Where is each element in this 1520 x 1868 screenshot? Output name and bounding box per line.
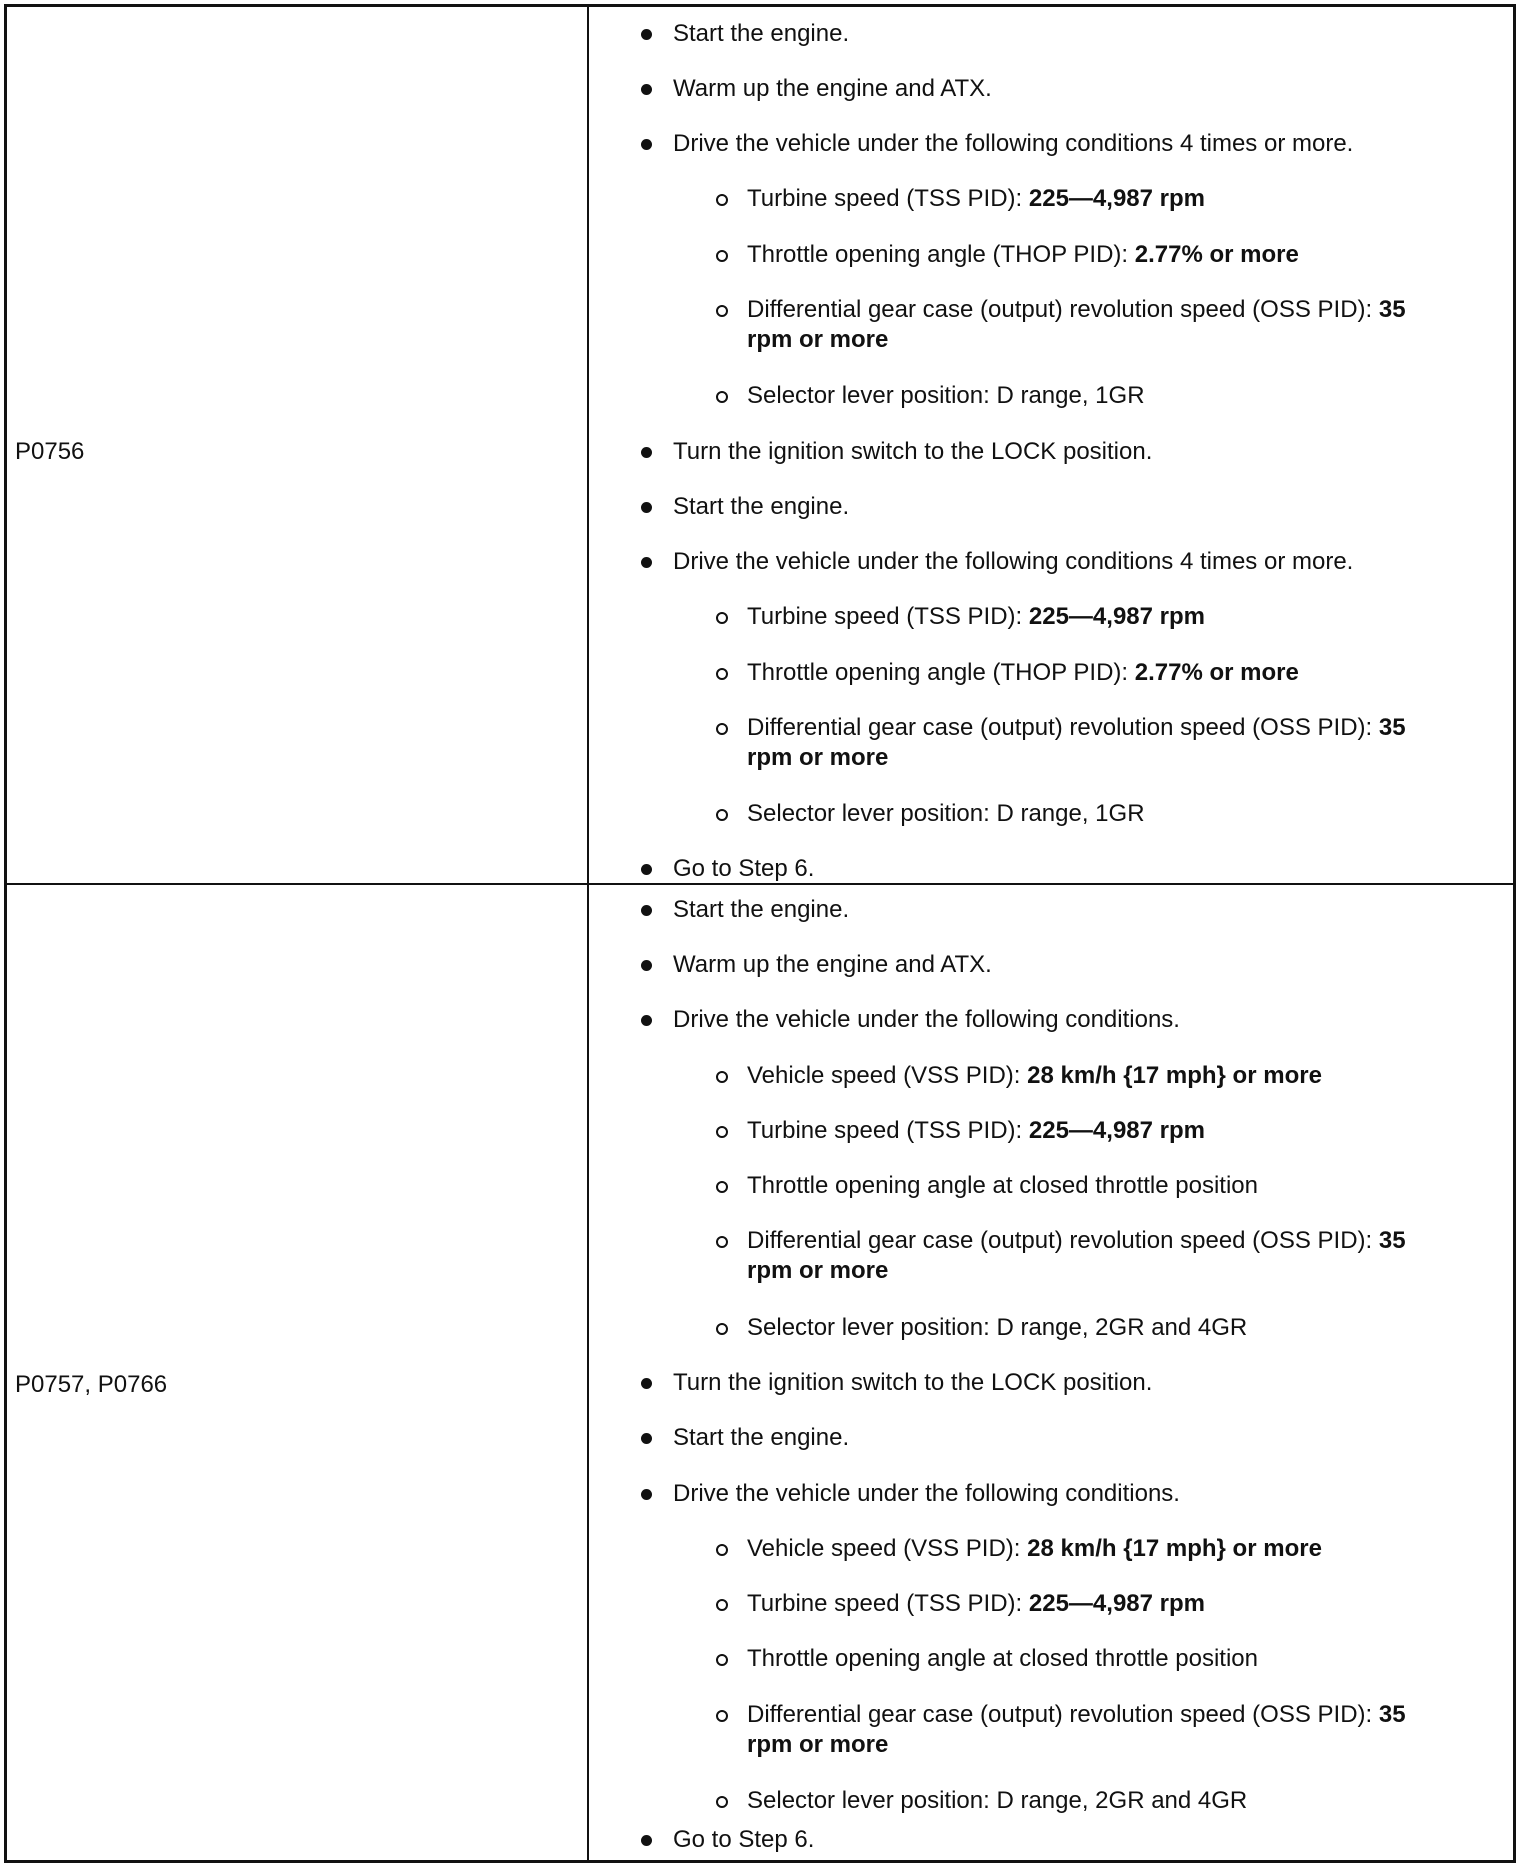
procedure-steps-cell bbox=[589, 7, 1513, 883]
dtc-code: P0756 bbox=[15, 438, 85, 465]
procedure-steps-cell bbox=[589, 885, 1513, 1860]
step-bullet: Turn the ignition switch to the LOCK position. bbox=[673, 1369, 1153, 1396]
condition-item: Turbine speed (TSS PID): 225—4,987 rpm bbox=[747, 1117, 1205, 1144]
dtc-code-cell bbox=[7, 885, 589, 1860]
dtc-code: P0757, P0766 bbox=[15, 1371, 168, 1398]
condition-item: Throttle opening angle at closed throttle position bbox=[747, 1172, 1258, 1199]
step-bullet: Drive the vehicle under the following conditions. bbox=[673, 1480, 1180, 1507]
condition-item: Selector lever position: D range, 2GR and 4GR bbox=[747, 1314, 1248, 1341]
step-bullet: Start the engine. bbox=[673, 896, 850, 923]
procedure-table bbox=[4, 4, 1516, 1863]
step-bullet: Warm up the engine and ATX. bbox=[673, 75, 992, 102]
condition-item: Turbine speed (TSS PID): 225—4,987 rpm bbox=[747, 185, 1205, 212]
condition-item: Differential gear case (output) revolution speed (OSS PID): 35 rpm or more bbox=[747, 1700, 1437, 1760]
step-bullet: Start the engine. bbox=[673, 20, 850, 47]
condition-item: Throttle opening angle (THOP PID): 2.77% or more bbox=[747, 241, 1299, 268]
step-bullet: Drive the vehicle under the following conditions 4 times or more. bbox=[673, 130, 1354, 157]
condition-item: Selector lever position: D range, 2GR and 4GR bbox=[747, 1787, 1248, 1814]
condition-item: Vehicle speed (VSS PID): 28 km/h {17 mph} or more bbox=[747, 1535, 1322, 1562]
condition-item: Throttle opening angle at closed throttle position bbox=[747, 1645, 1258, 1672]
condition-item: Differential gear case (output) revolution speed (OSS PID): 35 rpm or more bbox=[747, 1226, 1437, 1286]
step-bullet: Start the engine. bbox=[673, 493, 850, 520]
dtc-code-cell bbox=[7, 7, 589, 883]
condition-item: Turbine speed (TSS PID): 225—4,987 rpm bbox=[747, 1590, 1205, 1617]
condition-item: Differential gear case (output) revolution speed (OSS PID): 35 rpm or more bbox=[747, 713, 1437, 773]
step-bullet: Warm up the engine and ATX. bbox=[673, 951, 992, 978]
table-row bbox=[7, 7, 1513, 885]
condition-item: Differential gear case (output) revolution speed (OSS PID): 35 rpm or more bbox=[747, 295, 1437, 355]
condition-item: Throttle opening angle (THOP PID): 2.77% or more bbox=[747, 659, 1299, 686]
condition-item: Selector lever position: D range, 1GR bbox=[747, 382, 1145, 409]
table-row bbox=[7, 885, 1513, 1860]
step-bullet: Go to Step 6. bbox=[673, 1826, 815, 1853]
step-bullet: Go to Step 6. bbox=[673, 855, 815, 882]
condition-item: Turbine speed (TSS PID): 225—4,987 rpm bbox=[747, 603, 1205, 630]
step-bullet: Turn the ignition switch to the LOCK position. bbox=[673, 438, 1153, 465]
condition-item: Selector lever position: D range, 1GR bbox=[747, 800, 1145, 827]
condition-item: Vehicle speed (VSS PID): 28 km/h {17 mph} or more bbox=[747, 1062, 1322, 1089]
step-bullet: Start the engine. bbox=[673, 1424, 850, 1451]
step-bullet: Drive the vehicle under the following conditions 4 times or more. bbox=[673, 548, 1354, 575]
step-bullet: Drive the vehicle under the following conditions. bbox=[673, 1006, 1180, 1033]
